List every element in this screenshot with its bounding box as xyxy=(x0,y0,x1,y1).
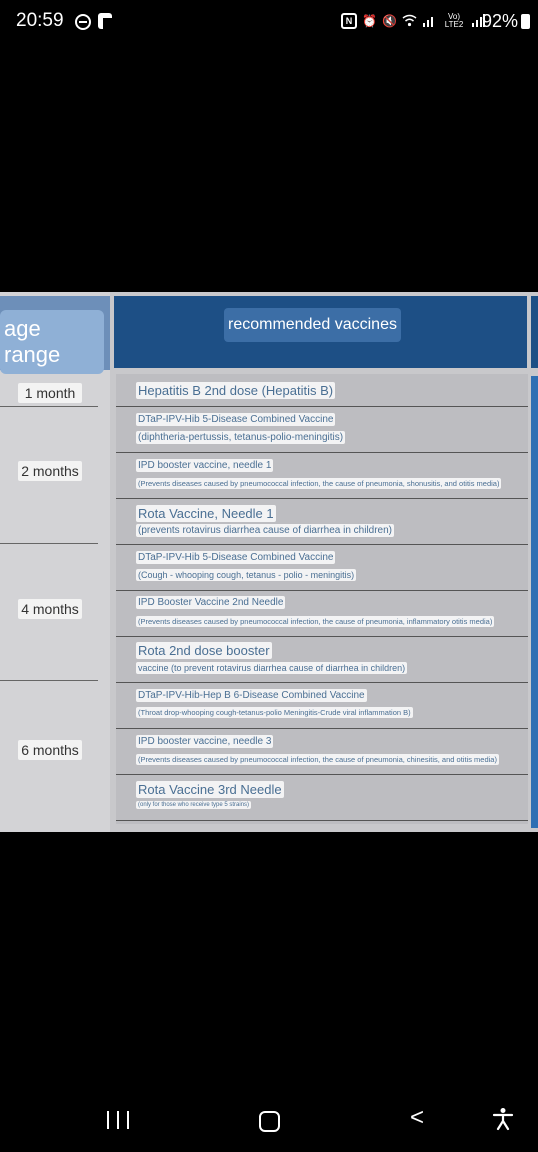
vaccine-row xyxy=(116,545,528,591)
age-label-1-month: 1 month xyxy=(18,383,82,403)
recommended-vaccines-header-label: recommended vaccines xyxy=(224,308,401,342)
recents-button[interactable] xyxy=(107,1111,129,1129)
vaccine-row xyxy=(116,683,528,729)
flipboard-icon xyxy=(98,13,112,29)
status-bar xyxy=(0,0,538,46)
signal-icon xyxy=(422,14,437,29)
vaccine-name: Rota Vaccine 3rd Needle xyxy=(138,782,282,797)
status-icons xyxy=(341,13,486,29)
vaccine-row xyxy=(116,775,528,821)
vaccine-note: (Prevents diseases caused by pneumococcal infection, the cause of pneumonia, shonusitis, and otitis media) xyxy=(138,479,500,488)
vaccine-name: DTaP-IPV-Hib-Hep B 6-Disease Combined Vaccine xyxy=(138,690,365,701)
vaccine-name: IPD booster vaccine, needle 3 xyxy=(138,736,272,747)
age-label-2-months: 2 months xyxy=(18,461,82,481)
age-label-6-months: 6 months xyxy=(18,740,82,760)
vaccine-row xyxy=(116,637,528,683)
vaccine-name: Hepatitis B 2nd dose (Hepatitis B) xyxy=(138,383,334,398)
vaccine-name: IPD booster vaccine, needle 1 xyxy=(138,460,272,471)
age-divider xyxy=(0,543,98,544)
mute-icon: 🔇 xyxy=(382,13,397,28)
battery-icon xyxy=(521,14,530,29)
status-time: 20:59 xyxy=(16,10,64,31)
nfc-icon: N xyxy=(341,13,357,29)
vaccine-note: (diphtheria-pertussis, tetanus-polio-meningitis) xyxy=(138,432,344,443)
recommended-vaccines-header xyxy=(114,296,527,368)
signal-text: Vo) LTE2 xyxy=(444,12,464,29)
accessibility-icon xyxy=(492,1107,514,1131)
vaccine-row xyxy=(116,407,528,453)
vaccine-name: DTaP-IPV-Hib 5-Disease Combined Vaccine xyxy=(138,414,334,425)
right-edge-strip xyxy=(531,376,538,828)
vaccine-row xyxy=(116,591,528,637)
vaccine-note: (prevents rotavirus diarrhea cause of diarrhea in children) xyxy=(138,525,393,536)
vaccine-note: (Prevents diseases caused by pneumococcal infection, the cause of pneumonia, chinesitis, and otitis media) xyxy=(138,755,497,764)
vaccine-note: (Cough - whooping cough, tetanus - polio - meningitis) xyxy=(138,570,355,580)
vaccine-list xyxy=(116,374,528,824)
alarm-icon: ⏰ xyxy=(362,13,377,28)
age-range-header xyxy=(0,296,110,370)
age-label-4-months: 4 months xyxy=(18,599,82,619)
navigation-bar xyxy=(0,1092,538,1152)
age-divider xyxy=(0,680,98,681)
home-button[interactable] xyxy=(259,1111,280,1132)
vaccine-note: (Prevents diseases caused by pneumococcal infection, the cause of pneumonia, inflammatory otitis media) xyxy=(138,617,493,626)
vaccine-row xyxy=(116,374,528,407)
vaccine-note: (Throat drop-whooping cough-tetanus-polio Meningitis-Crude viral inflammation B) xyxy=(138,708,411,717)
age-column xyxy=(0,292,110,832)
right-edge-header xyxy=(531,296,538,368)
vaccine-row xyxy=(116,499,528,545)
vaccine-row xyxy=(116,453,528,499)
vaccine-table-image xyxy=(0,292,538,832)
vaccine-name: Rota 2nd dose booster xyxy=(138,643,270,658)
age-range-header-label: age range xyxy=(0,310,104,374)
back-button[interactable]: < xyxy=(410,1104,425,1131)
do-not-disturb-icon xyxy=(75,14,91,30)
vaccine-row xyxy=(116,729,528,775)
age-divider xyxy=(0,406,98,407)
vaccine-name: Rota Vaccine, Needle 1 xyxy=(138,506,274,521)
vaccine-note: (only for those who receive type 5 strains) xyxy=(138,802,250,808)
vaccine-name: DTaP-IPV-Hib 5-Disease Combined Vaccine xyxy=(138,552,334,563)
vaccine-note: vaccine (to prevent rotavirus diarrhea cause of diarrhea in children) xyxy=(138,663,406,673)
accessibility-button[interactable] xyxy=(492,1107,514,1135)
vaccine-name: IPD Booster Vaccine 2nd Needle xyxy=(138,597,284,608)
wifi-icon xyxy=(402,14,417,29)
battery-percent: 92% xyxy=(481,11,518,31)
